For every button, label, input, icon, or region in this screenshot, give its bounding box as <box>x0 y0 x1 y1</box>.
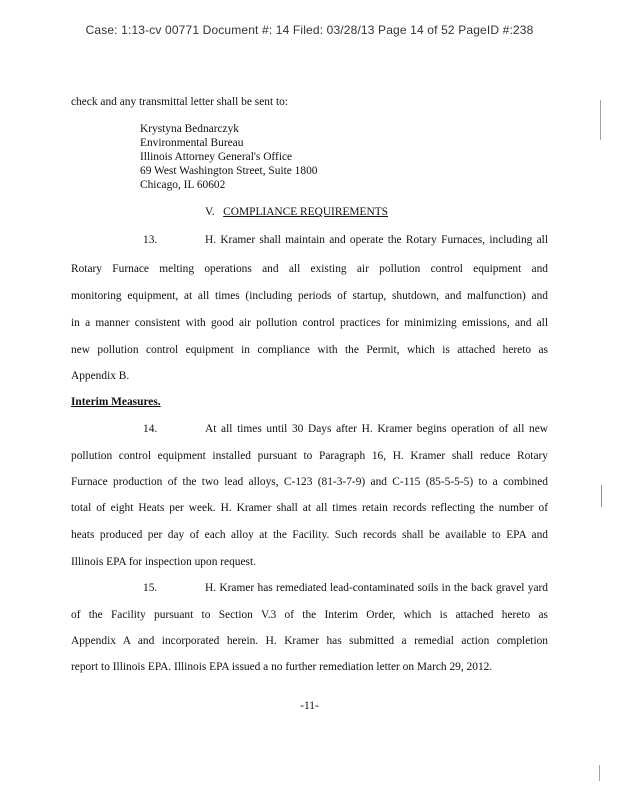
paragraph-number: 15. <box>143 582 158 594</box>
paragraph-line: H. Kramer has remediated lead-contaminated soils in the back gravel yard <box>205 582 548 594</box>
paragraph-line: H. Kramer shall maintain and operate the Rotary Furnaces, including all <box>205 234 548 246</box>
paragraph-line: heats produced per day of each alloy at the Facility. Such records shall be available to EPA and <box>71 529 548 541</box>
paragraph-line: in a manner consistent with good air pollution control practices for minimizing emissions, and all <box>71 317 548 329</box>
intro-line: check and any transmittal letter shall be sent to: <box>71 96 288 108</box>
paragraph-number: 13. <box>143 234 158 246</box>
address-line: Chicago, IL 60602 <box>140 179 226 191</box>
scan-artifact-mark <box>600 100 601 140</box>
address-line: Environmental Bureau <box>140 137 244 149</box>
section-number: V. <box>205 206 215 218</box>
interim-measures-heading: Interim Measures. <box>71 396 161 408</box>
section-title: COMPLIANCE REQUIREMENTS <box>223 206 389 218</box>
scan-artifact-mark <box>601 485 602 507</box>
scan-artifact-mark <box>599 765 600 781</box>
paragraph-line: of the Facility pursuant to Section V.3 of the Interim Order, which is attached hereto as <box>71 609 548 621</box>
paragraph-number: 14. <box>143 423 158 435</box>
paragraph-line: At all times until 30 Days after H. Kramer begins operation of all new <box>205 423 548 435</box>
paragraph-line: report to Illinois EPA. Illinois EPA issued a no further remediation letter on March 29, 2012. <box>71 661 493 673</box>
case-header: Case: 1:13-cv 00771 Document #: 14 Filed: 03/28/13 Page 14 of 52 PageID #:238 <box>85 23 534 37</box>
paragraph-line: new pollution control equipment in compliance with the Permit, which is attached hereto as <box>71 344 548 356</box>
paragraph-line: Appendix B. <box>71 370 130 382</box>
paragraph-line: monitoring equipment, at all times (including periods of startup, shutdown, and malfunction) and <box>71 290 548 302</box>
paragraph-line: total of eight Heats per week. H. Kramer shall at all times retain records reflecting the number of <box>71 502 548 514</box>
paragraph-line: pollution control equipment installed pursuant to Paragraph 16, H. Kramer shall reduce Rotary <box>71 450 548 462</box>
paragraph-line: Rotary Furnace melting operations and all existing air pollution control equipment and <box>71 263 548 275</box>
address-line: 69 West Washington Street, Suite 1800 <box>140 165 318 177</box>
address-line: Krystyna Bednarczyk <box>140 123 240 135</box>
paragraph-line: Appendix A and incorporated herein. H. Kramer has submitted a remedial action completion <box>71 635 548 647</box>
page-number: -11- <box>300 700 319 712</box>
paragraph-line: Furnace production of the two lead alloys, C-123 (81-3-7-9) and C-115 (85-5-5-5) to a combined <box>71 476 548 488</box>
section-heading <box>205 205 388 219</box>
paragraph-line: Illinois EPA for inspection upon request. <box>71 556 256 568</box>
address-line: Illinois Attorney General's Office <box>140 151 293 163</box>
